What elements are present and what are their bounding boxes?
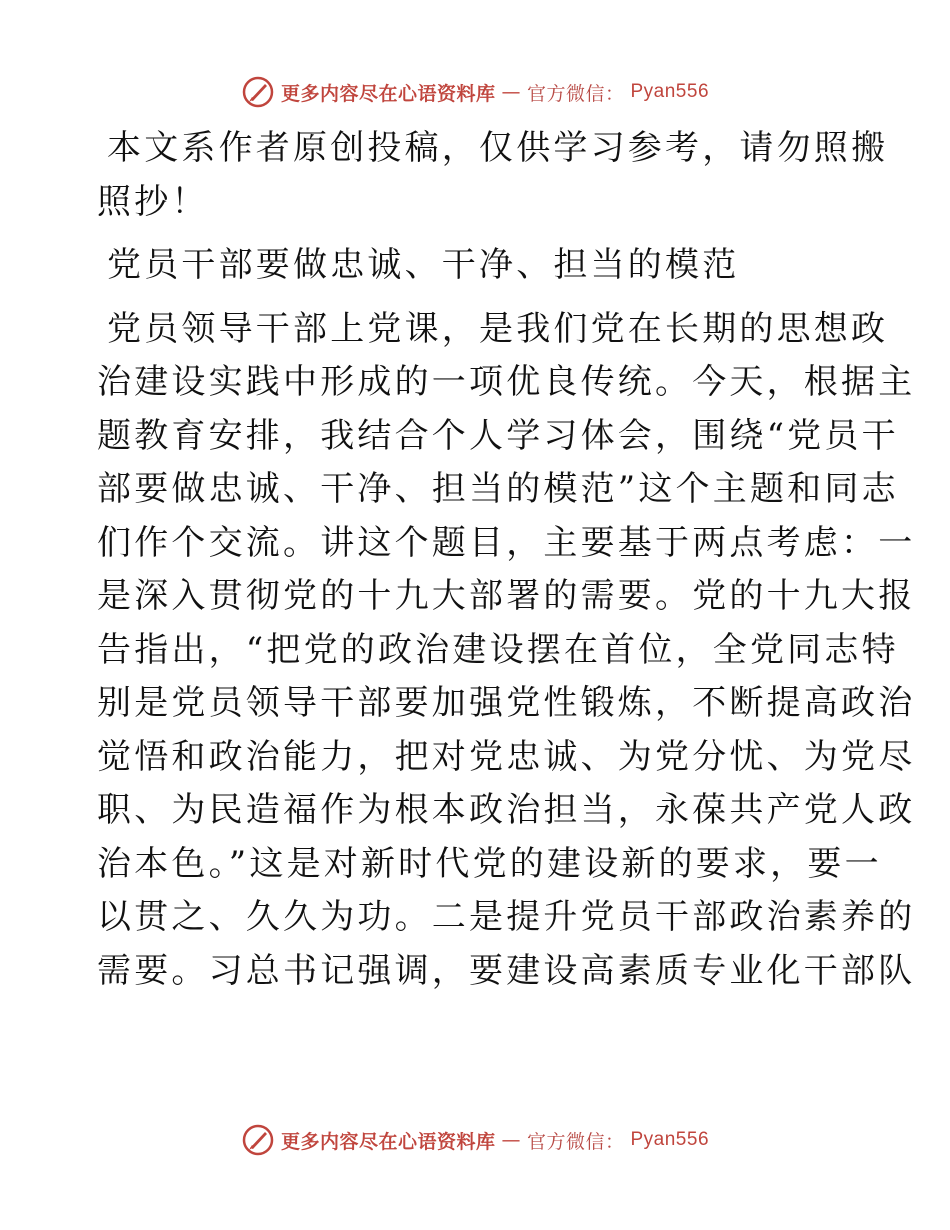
body-line: 告指出，“把党的政治建设摆在首位，全党同志特: [97, 629, 899, 670]
notice-line: 照抄！: [97, 181, 209, 222]
watermark-separator: —: [501, 1129, 521, 1151]
body-line: 们作个交流。讲这个题目，主要基于两点考虑：一: [97, 522, 916, 563]
body-line: 治建设实践中形成的一项优良传统。今天，根据主: [97, 362, 916, 402]
watermark-separator: —: [501, 81, 521, 103]
body-paragraph: [97, 303, 916, 999]
body-line: 是深入贯彻党的十九大部署的需要。党的十九大报: [97, 576, 916, 616]
body-line: 党员领导干部上党课，是我们党在长期的思想政: [107, 308, 889, 349]
body-line: 需要。习总书记强调，要建设高素质专业化干部队: [97, 950, 916, 991]
body-line: 觉悟和政治能力，把对党忠诚、为党分忧、为党尽: [97, 736, 916, 777]
body-line: 题教育安排，我结合个人学习体会，围绕“党员干: [97, 415, 899, 456]
footer-watermark: [0, 1120, 950, 1160]
notice-line: 本文系作者原创投稿，仅供学习参考，请勿照搬: [107, 128, 889, 168]
body-line: 以贯之、久久为功。二是提升党员干部政治素养的: [97, 897, 916, 937]
header-watermark: [0, 72, 950, 112]
watermark-wechat-id: Pyan556: [630, 1129, 710, 1150]
watermark-site-text: 更多内容尽在心语资料库: [280, 82, 496, 105]
watermark-wechat-id: Pyan556: [630, 81, 710, 102]
body-line: 职、为民造福作为根本政治担当，永葆共产党人政: [97, 790, 916, 830]
document-title: [97, 239, 857, 293]
watermark-label: 官方微信：: [526, 1130, 625, 1153]
quill-pen-logo-icon: [241, 1123, 275, 1157]
copyright-notice: [97, 122, 889, 229]
watermark-site-text: 更多内容尽在心语资料库: [280, 1130, 496, 1153]
title-text: 党员干部要做忠诚、干净、担当的模范: [107, 245, 740, 285]
body-line: 治本色。”这是对新时代党的建设新的要求，要一: [97, 843, 882, 884]
quill-pen-logo-icon: [241, 75, 275, 109]
body-line: 别是党员领导干部要加强党性锻炼，不断提高政治: [97, 683, 916, 723]
watermark-label: 官方微信：: [526, 82, 625, 105]
document-body: [97, 122, 916, 998]
body-line: 部要做忠诚、干净、担当的模范”这个主题和同志: [97, 469, 899, 509]
